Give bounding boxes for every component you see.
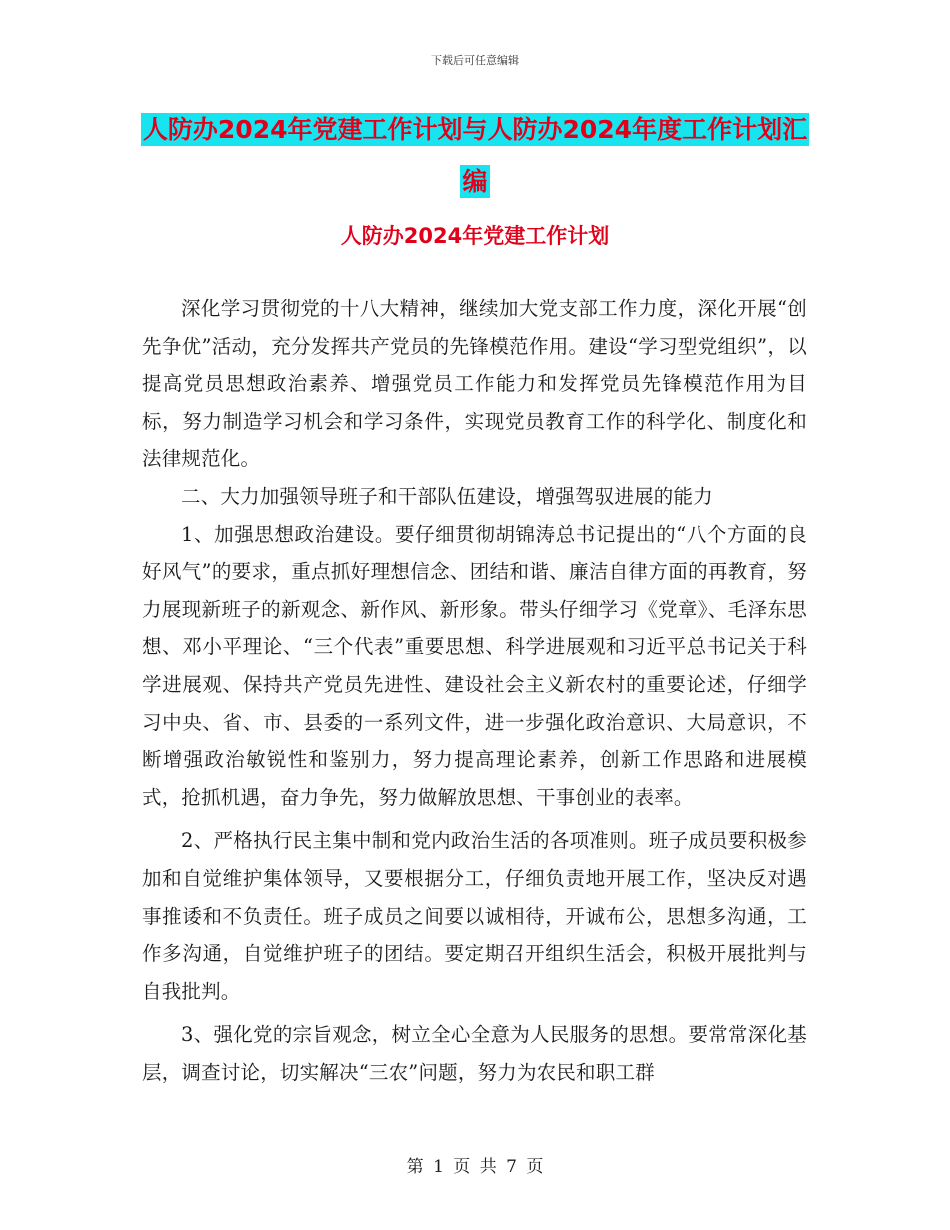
page-footer: 第 1 页 共 7 页: [406, 1157, 544, 1177]
paragraph-item-3: 3、强化党的宗旨观念，树立全心全意为人民服务的思想。要常常深化基层，调查讨论，切实解决“三农”问题，努力为农民和职工群: [142, 1023, 807, 1084]
paragraph-intro: 深化学习贯彻党的十八大精神，继续加大党支部工作力度，深化开展“创先争优”活动，充分发挥共产党员的先锋模范作用。建设“学习型党组织”，以提高党员思想政治素养、增强党员工作能力和发挥党员先锋模范作用为目标，努力制造学习机会和学习条件，实现党员教育工作的科学化、制度化和法律规范化。: [142, 297, 807, 471]
paragraph-heading-2: 二、大力加强领导班子和干部队伍建设，增强驾驭进展的能力: [181, 484, 713, 508]
paragraph-item-1: 1、加强思想政治建设。要仔细贯彻胡锦涛总书记提出的“八个方面的良好风气”的要求，重点抓好理想信念、团结和谐、廉洁自律方面的再教育，努力展现新班子的新观念、新作风、新形象。带头仔细学习《党章》、毛泽东思想、邓小平理论、“三个代表”重要思想、科学进展观和习近平总书记关于科学进展观、保持共产党员先进性、建设社会主义新农村的重要论述，仔细学习中央、省、市、县委的一系列文件，进一步强化政治意识、大局意识，不断增强政治敏锐性和鉴别力，努力提高理论素养，创新工作思路和进展模式，抢抓机遇，奋力争先，努力做解放思想、干事创业的表率。: [142, 522, 807, 809]
document-title-text: 人防办2024年党建工作计划与人防办2024年度工作计划汇编: [142, 115, 808, 196]
header-note: 下载后可任意编辑: [431, 54, 519, 67]
section-title: 人防办2024年党建工作计划: [340, 224, 610, 248]
document-title: [140, 104, 810, 208]
body-content: [142, 290, 807, 1091]
paragraph-item-2: 2、严格执行民主集中制和党内政治生活的各项准则。班子成员要积极参加和自觉维护集体领导，又要根据分工，仔细负责地开展工作，坚决反对遇事推诿和不负责任。班子成员之间要以诚相待，开诚布公，思想多沟通，工作多沟通，自觉维护班子的团结。要定期召开组织生活会，积极开展批判与自我批判。: [142, 829, 807, 1003]
